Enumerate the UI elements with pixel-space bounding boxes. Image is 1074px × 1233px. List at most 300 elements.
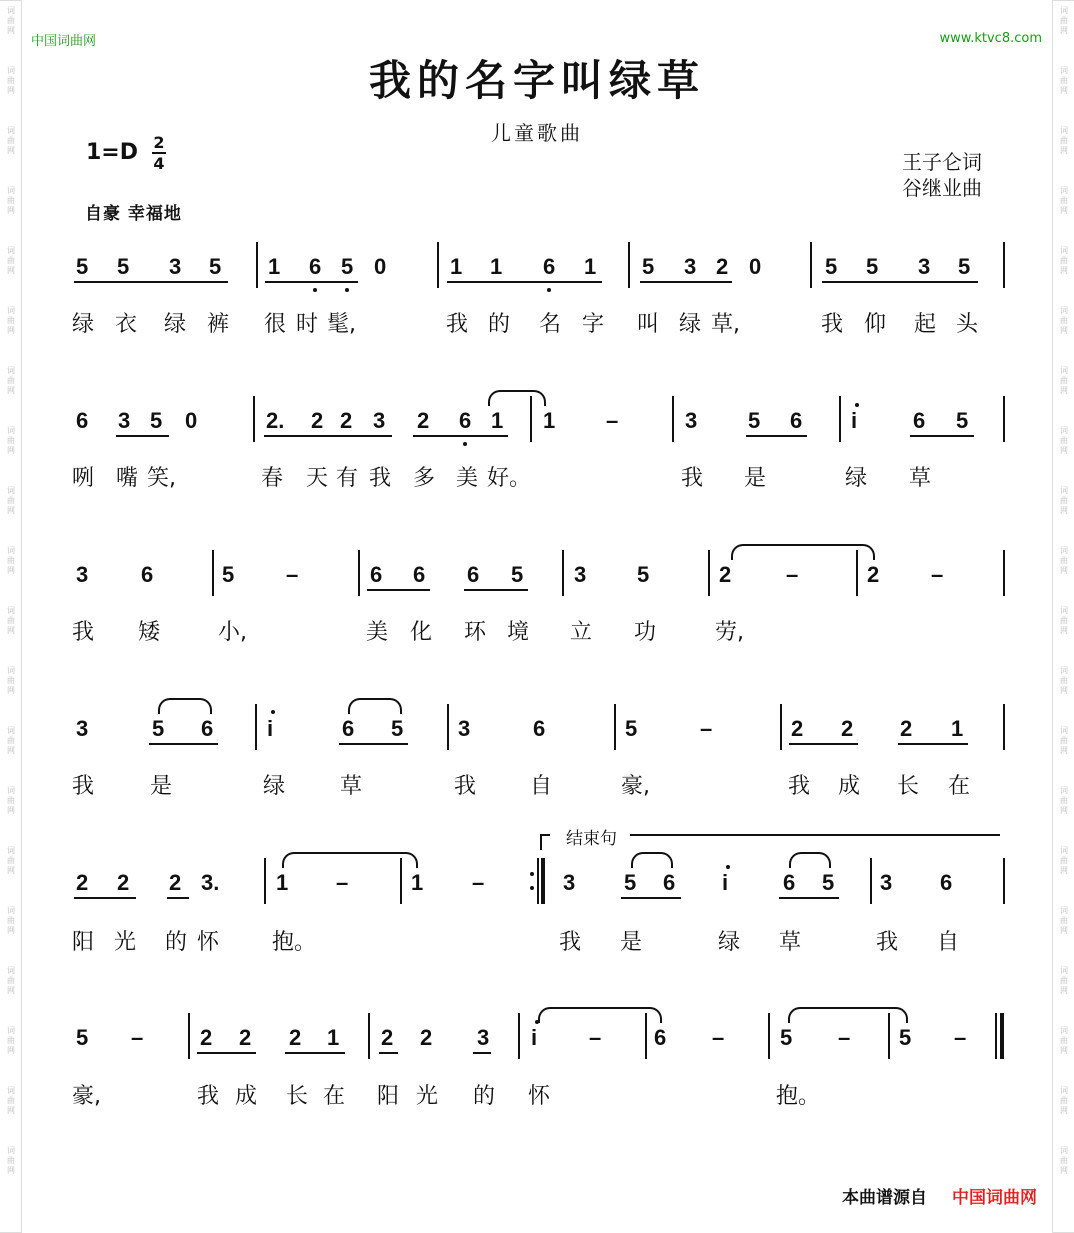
lyric-syllable: 是 <box>744 466 767 491</box>
side-watermark-text: 词 曲 网 <box>1060 66 1068 95</box>
note: 1 <box>276 870 289 895</box>
note: 3 <box>458 716 471 741</box>
repeat-dot <box>530 886 534 890</box>
note: – <box>336 870 349 895</box>
song-title: 我的名字叫绿草 <box>368 56 705 105</box>
lyric-syllable: 成 <box>235 1084 258 1109</box>
note: 2 <box>900 716 913 741</box>
beam-underline <box>822 281 978 283</box>
beam-underline <box>413 435 508 437</box>
repeat-dot <box>530 872 534 876</box>
barline <box>870 858 872 904</box>
beam-underline <box>149 743 218 745</box>
slur <box>631 852 673 868</box>
octave-dot-below <box>547 288 551 292</box>
beam-underline <box>74 897 136 899</box>
lyric-syllable: 立 <box>570 620 593 645</box>
lyric-syllable: 长 <box>897 774 920 799</box>
slur <box>348 698 402 714</box>
lyric-syllable: 矮 <box>138 620 161 645</box>
note: – <box>838 1025 851 1050</box>
note: 5 <box>209 254 222 279</box>
lyric-syllable: 裤 <box>207 312 230 337</box>
barline <box>1003 396 1005 442</box>
tempo-marking: 自豪 幸福地 <box>85 204 182 224</box>
slur <box>282 852 418 868</box>
lyric-syllable: 环 <box>464 620 487 645</box>
lyric-syllable: 春 <box>261 466 284 491</box>
lyric-syllable: 抱。 <box>272 930 317 955</box>
lyric-syllable: 的 <box>488 312 511 337</box>
note: 1 <box>543 408 556 433</box>
beam-underline <box>473 1052 491 1054</box>
beam-underline <box>640 281 732 283</box>
note: i <box>722 870 729 895</box>
barline <box>768 1013 770 1059</box>
lyric-syllable: 我 <box>821 312 844 337</box>
slur <box>488 390 546 406</box>
note: 2 <box>716 254 729 279</box>
side-watermark-text: 词 曲 网 <box>7 246 15 275</box>
note: 6 <box>309 254 322 279</box>
lyric-syllable: 美 <box>366 620 389 645</box>
octave-dot-below <box>313 288 317 292</box>
barline <box>256 242 258 288</box>
side-watermark-text: 词 曲 网 <box>7 426 15 455</box>
side-watermark-text: 词 曲 网 <box>7 546 15 575</box>
side-watermark-text: 词 曲 网 <box>1060 186 1068 215</box>
lyric-syllable: 是 <box>150 774 173 799</box>
note: 5 <box>637 562 650 587</box>
note: 2 <box>289 1025 302 1050</box>
side-watermark-text: 词 曲 网 <box>7 1086 15 1115</box>
lyric-syllable: 自 <box>530 774 553 799</box>
octave-dot-below <box>345 288 349 292</box>
lyric-syllable: 光 <box>416 1084 439 1109</box>
note: 3 <box>918 254 931 279</box>
note: 5 <box>152 716 165 741</box>
lyric-syllable: 功 <box>634 620 657 645</box>
note: 1 <box>491 408 504 433</box>
lyric-syllable: 咧 <box>72 466 95 491</box>
note: 5 <box>899 1025 912 1050</box>
lyric-syllable: 境 <box>507 620 530 645</box>
repeat-barline-thin <box>537 858 539 904</box>
note: 3 <box>477 1025 490 1050</box>
note: 6 <box>141 562 154 587</box>
source-label: 本曲谱源自 <box>842 1188 927 1208</box>
side-watermark-text: 词 曲 网 <box>7 906 15 935</box>
barline <box>447 704 449 750</box>
note: 2 <box>841 716 854 741</box>
side-watermark-text: 词 曲 网 <box>7 1146 15 1175</box>
lyric-syllable: 我 <box>454 774 477 799</box>
side-watermark-text: 词 曲 网 <box>1060 606 1068 635</box>
side-watermark-text: 词 曲 网 <box>1060 1026 1068 1055</box>
barline <box>368 1013 370 1059</box>
barline <box>810 242 812 288</box>
lyric-syllable: 草, <box>711 312 740 337</box>
coda-line <box>630 834 1000 836</box>
lyric-syllable: 天 <box>306 466 329 491</box>
note: – <box>472 870 485 895</box>
lyric-syllable: 劳, <box>715 620 744 645</box>
note: 5 <box>642 254 655 279</box>
lyric-syllable: 绿 <box>263 774 286 799</box>
note: 2 <box>719 562 732 587</box>
side-watermark-text: 词 曲 网 <box>1060 1146 1068 1175</box>
site-name-left[interactable]: 中国词曲网 <box>31 34 97 49</box>
side-watermark-text: 词 曲 网 <box>1060 786 1068 815</box>
note: – <box>712 1025 725 1050</box>
lyric-syllable: 名 <box>539 312 562 337</box>
octave-dot-above <box>855 403 859 407</box>
side-watermark-text: 词 曲 网 <box>7 6 15 35</box>
lyric-syllable: 时 <box>296 312 319 337</box>
note: 0 <box>749 254 762 279</box>
octave-dot-below <box>463 442 467 446</box>
beam-underline <box>379 1052 398 1054</box>
note: 1 <box>268 254 281 279</box>
side-watermark-text: 词 曲 网 <box>7 1026 15 1055</box>
note: 6 <box>413 562 426 587</box>
repeat-barline-thick <box>541 858 545 904</box>
lyric-syllable: 我 <box>876 930 899 955</box>
note: 5 <box>150 408 163 433</box>
lyric-syllable: 我 <box>72 620 95 645</box>
lyric-syllable: 在 <box>323 1084 346 1109</box>
note: i <box>531 1025 538 1050</box>
note: 6 <box>543 254 556 279</box>
slur <box>788 1007 908 1023</box>
lyric-syllable: 我 <box>559 930 582 955</box>
note: 6 <box>533 716 546 741</box>
beam-underline <box>621 897 681 899</box>
side-watermark-text: 词 曲 网 <box>7 366 15 395</box>
time-top: 2 <box>153 133 165 152</box>
lyric-syllable: 草 <box>779 930 802 955</box>
lyric-syllable: 豪, <box>621 774 650 799</box>
lyric-syllable: 小, <box>218 620 247 645</box>
note: 5 <box>511 562 524 587</box>
note: i <box>851 408 858 433</box>
lyric-syllable: 光 <box>114 930 137 955</box>
lyric-syllable: 怀 <box>197 930 220 955</box>
coda-label: 结束句 <box>566 829 617 849</box>
lyric-syllable: 嘴 <box>116 466 139 491</box>
octave-dot-above <box>271 710 275 714</box>
lyric-syllable: 有 <box>336 466 359 491</box>
beam-underline <box>167 897 189 899</box>
side-watermark-text: 词 曲 网 <box>1060 666 1068 695</box>
source-site[interactable]: 中国词曲网 <box>952 1188 1037 1208</box>
note: 6 <box>940 870 953 895</box>
lyric-syllable: 髦, <box>327 312 356 337</box>
final-barline-thin <box>995 1013 997 1059</box>
lyric-syllable: 抱。 <box>776 1084 821 1109</box>
side-watermark-text: 词 曲 网 <box>1060 846 1068 875</box>
note: 1 <box>327 1025 340 1050</box>
lyric-syllable: 怀 <box>528 1084 551 1109</box>
barline <box>518 1013 520 1059</box>
note: 6 <box>790 408 803 433</box>
lyric-syllable: 在 <box>948 774 971 799</box>
barline <box>672 396 674 442</box>
note: – <box>786 562 799 587</box>
site-url[interactable]: www.ktvc8.com <box>939 31 1042 46</box>
lyric-syllable: 起 <box>914 312 937 337</box>
slur <box>538 1007 662 1023</box>
beam-underline <box>367 589 430 591</box>
lyricist: 王子仑词 <box>902 150 982 174</box>
note: 2 <box>76 870 89 895</box>
note: 6 <box>654 1025 667 1050</box>
note: 5 <box>341 254 354 279</box>
side-watermark-text: 词 曲 网 <box>1060 546 1068 575</box>
beam-underline <box>339 743 408 745</box>
note: – <box>131 1025 144 1050</box>
octave-dot-above <box>726 865 730 869</box>
lyric-syllable: 绿 <box>845 466 868 491</box>
note: 6 <box>459 408 472 433</box>
side-watermark-text: 词 曲 网 <box>1060 306 1068 335</box>
lyric-syllable: 阳 <box>72 930 95 955</box>
composer: 谷继业曲 <box>902 176 982 200</box>
barline <box>780 704 782 750</box>
lyric-syllable: 叫 <box>637 312 660 337</box>
side-watermark-text: 词 曲 网 <box>1060 426 1068 455</box>
side-watermark-text: 词 曲 网 <box>1060 246 1068 275</box>
beam-underline <box>264 435 392 437</box>
lyric-syllable: 的 <box>165 930 188 955</box>
note: 0 <box>374 254 387 279</box>
lyric-syllable: 的 <box>473 1084 496 1109</box>
note: 3 <box>880 870 893 895</box>
lyric-syllable: 我 <box>72 774 95 799</box>
side-watermark-text: 词 曲 网 <box>1060 966 1068 995</box>
note: 1 <box>450 254 463 279</box>
note: 3 <box>373 408 386 433</box>
barline <box>562 550 564 596</box>
note: 5 <box>822 870 835 895</box>
beam-underline <box>285 1052 345 1054</box>
lyric-syllable: 绿 <box>679 312 702 337</box>
note: 5 <box>76 254 89 279</box>
note: 3 <box>563 870 576 895</box>
note: 5 <box>956 408 969 433</box>
side-watermark-text: 词 曲 网 <box>1060 1086 1068 1115</box>
lyric-syllable: 自 <box>937 930 960 955</box>
side-watermark-text: 词 曲 网 <box>7 666 15 695</box>
beam-underline <box>447 281 602 283</box>
note: 3. <box>201 870 220 895</box>
slur <box>731 544 875 560</box>
lyric-syllable: 我 <box>446 312 469 337</box>
lyric-syllable: 是 <box>620 930 643 955</box>
note: 2 <box>169 870 182 895</box>
lyric-syllable: 化 <box>410 620 433 645</box>
time-bottom: 4 <box>153 154 165 173</box>
song-subtitle: 儿童歌曲 <box>491 121 583 145</box>
note: 3 <box>169 254 182 279</box>
side-watermark-text: 词 曲 网 <box>7 66 15 95</box>
coda-bracket <box>540 834 550 850</box>
note: 5 <box>117 254 130 279</box>
right-watermark-strip <box>1052 0 1074 1233</box>
barline <box>358 550 360 596</box>
side-watermark-text: 词 曲 网 <box>1060 126 1068 155</box>
slur <box>789 852 831 868</box>
note: 6 <box>467 562 480 587</box>
beam-underline <box>789 743 858 745</box>
note: 2 <box>340 408 353 433</box>
side-watermark-text: 词 曲 网 <box>7 606 15 635</box>
lyric-syllable: 仰 <box>864 312 887 337</box>
note: 6 <box>663 870 676 895</box>
side-watermark-text: 词 曲 网 <box>1060 366 1068 395</box>
key-signature: 1=D <box>86 140 139 165</box>
side-watermark-text: 词 曲 网 <box>7 486 15 515</box>
beam-underline <box>464 589 528 591</box>
note: 2 <box>420 1025 433 1050</box>
beam-underline <box>74 281 228 283</box>
lyric-syllable: 好。 <box>487 466 532 491</box>
lyric-syllable: 豪, <box>72 1084 101 1109</box>
lyric-syllable: 我 <box>197 1084 220 1109</box>
note: 6 <box>783 870 796 895</box>
note: 2 <box>117 870 130 895</box>
note: 5 <box>748 408 761 433</box>
side-watermark-text: 词 曲 网 <box>7 306 15 335</box>
note: 3 <box>574 562 587 587</box>
beam-underline <box>265 281 358 283</box>
note: 1 <box>584 254 597 279</box>
beam-underline <box>910 435 974 437</box>
note: 5 <box>76 1025 89 1050</box>
lyric-syllable: 阳 <box>377 1084 400 1109</box>
barline <box>839 396 841 442</box>
note: 3 <box>76 562 89 587</box>
barline <box>255 704 257 750</box>
lyric-syllable: 很 <box>264 312 287 337</box>
slur <box>158 698 212 714</box>
note: 2 <box>381 1025 394 1050</box>
beam-underline <box>898 743 968 745</box>
note: 3 <box>76 716 89 741</box>
lyric-syllable: 草 <box>340 774 363 799</box>
note: – <box>954 1025 967 1050</box>
note: 2. <box>266 408 285 433</box>
lyric-syllable: 美 <box>456 466 479 491</box>
barline <box>614 704 616 750</box>
note: – <box>606 408 619 433</box>
note: 0 <box>185 408 198 433</box>
beam-underline <box>309 435 326 437</box>
note: 6 <box>370 562 383 587</box>
lyric-syllable: 草 <box>909 466 932 491</box>
barline <box>708 550 710 596</box>
barline <box>1003 704 1005 750</box>
lyric-syllable: 头 <box>956 312 979 337</box>
note: 6 <box>342 716 355 741</box>
final-barline-thick <box>1000 1013 1004 1059</box>
side-watermark-text: 词 曲 网 <box>7 966 15 995</box>
lyric-syllable: 字 <box>582 312 605 337</box>
side-watermark-text: 词 曲 网 <box>1060 726 1068 755</box>
side-watermark-text: 词 曲 网 <box>1060 486 1068 515</box>
note: 6 <box>913 408 926 433</box>
note: 5 <box>624 870 637 895</box>
side-watermark-text: 词 曲 网 <box>7 126 15 155</box>
note: 2 <box>791 716 804 741</box>
lyric-syllable: 衣 <box>115 312 138 337</box>
lyric-syllable: 绿 <box>718 930 741 955</box>
side-watermark-text: 词 曲 网 <box>7 786 15 815</box>
beam-underline <box>779 897 839 899</box>
note: 2 <box>867 562 880 587</box>
lyric-syllable: 长 <box>286 1084 309 1109</box>
note: – <box>589 1025 602 1050</box>
barline <box>1003 242 1005 288</box>
barline <box>253 396 255 442</box>
note: 5 <box>825 254 838 279</box>
side-watermark-text: 词 曲 网 <box>7 726 15 755</box>
note: 1 <box>411 870 424 895</box>
note: i <box>267 716 274 741</box>
note: 2 <box>200 1025 213 1050</box>
beam-underline <box>116 435 169 437</box>
note: 5 <box>866 254 879 279</box>
note: 3 <box>118 408 131 433</box>
barline <box>264 858 266 904</box>
lyric-syllable: 我 <box>369 466 392 491</box>
note: 2 <box>417 408 430 433</box>
note: 3 <box>684 254 697 279</box>
lyric-syllable: 绿 <box>164 312 187 337</box>
note: 2 <box>239 1025 252 1050</box>
beam-underline <box>746 435 807 437</box>
note: – <box>700 716 713 741</box>
note: – <box>931 562 944 587</box>
barline <box>1003 550 1005 596</box>
note: 6 <box>201 716 214 741</box>
note: 1 <box>951 716 964 741</box>
note: 6 <box>76 408 89 433</box>
note: 1 <box>490 254 503 279</box>
note: 5 <box>391 716 404 741</box>
side-watermark-text: 词 曲 网 <box>1060 906 1068 935</box>
barline <box>1003 858 1005 904</box>
lyric-syllable: 成 <box>838 774 861 799</box>
barline <box>437 242 439 288</box>
note: 5 <box>625 716 638 741</box>
side-watermark-text: 词 曲 网 <box>1060 6 1068 35</box>
barline <box>212 550 214 596</box>
lyric-syllable: 多 <box>413 466 436 491</box>
lyric-syllable: 我 <box>681 466 704 491</box>
lyric-syllable: 我 <box>788 774 811 799</box>
lyric-syllable: 绿 <box>72 312 95 337</box>
note: 3 <box>685 408 698 433</box>
lyric-syllable: 笑, <box>147 466 176 491</box>
side-watermark-text: 词 曲 网 <box>7 186 15 215</box>
note: 5 <box>222 562 235 587</box>
note: 2 <box>311 408 324 433</box>
barline <box>628 242 630 288</box>
note: 5 <box>780 1025 793 1050</box>
beam-underline <box>197 1052 256 1054</box>
left-watermark-strip <box>0 0 22 1233</box>
